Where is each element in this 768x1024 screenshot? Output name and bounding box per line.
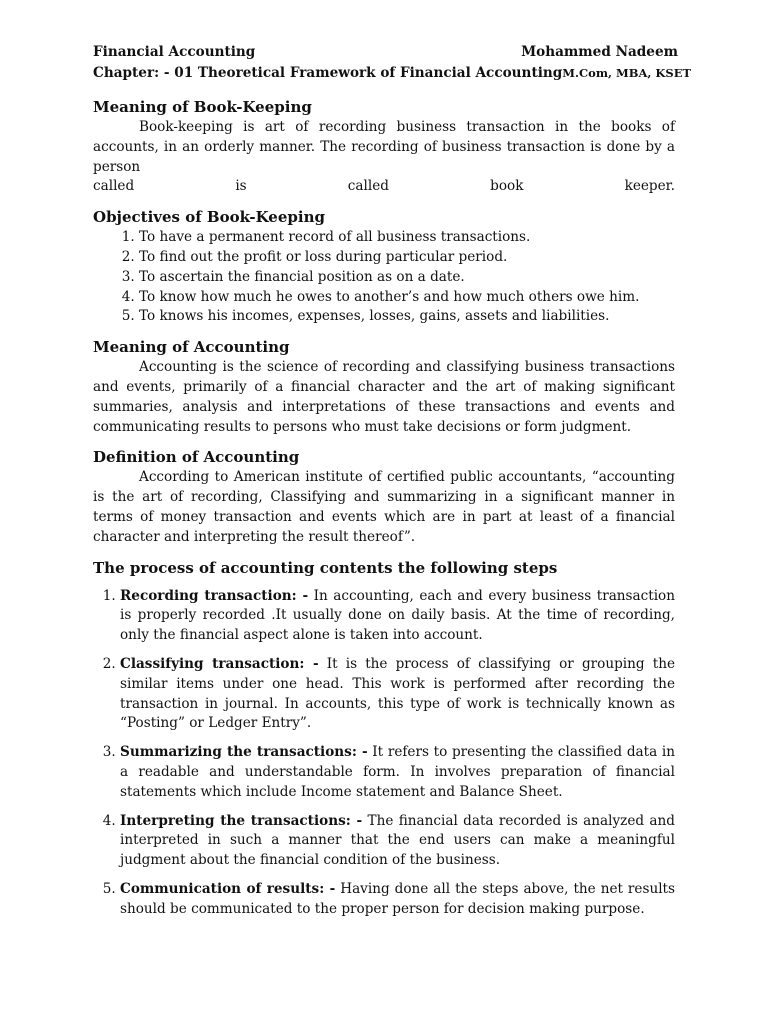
step-text: Having done all the steps above, the net results should be communicated to the proper person for decision making purpose. (120, 880, 675, 917)
list-item (120, 655, 675, 734)
step-text: In accounting, each and every business transaction is properly recorded .It usually done on daily basis. At the time of recording, only the financial aspect alone is taken into account. (120, 587, 675, 644)
list-item (120, 880, 675, 920)
header-row-1 (93, 42, 678, 63)
section-bookkeeping-meaning (93, 97, 675, 197)
step-term: Recording transaction: - (120, 587, 309, 604)
objectives-list (93, 228, 675, 327)
section-paragraph-last-line (93, 177, 675, 197)
section-accounting-process (93, 558, 675, 920)
list-item: 1. To have a permanent record of all business transactions. (139, 228, 675, 248)
section-accounting-definition (93, 447, 675, 547)
paragraph-text: called is called book keeper. (93, 178, 675, 195)
header-author: Mohammed Nadeem (521, 44, 678, 60)
list-item (120, 743, 675, 802)
step-text: It is the process of classifying or grouping the similar items under one head. This work is performed after recording the transaction in journal. In accounts, this type of work is technically known as “Posting” or Ledger Entry”. (120, 655, 676, 732)
list-item (120, 587, 675, 646)
step-term: Summarizing the transactions: - (120, 744, 368, 761)
document-page (93, 42, 692, 929)
section-title: The process of accounting contents the following steps (93, 558, 558, 577)
step-text: It refers to presenting the classified data in a readable and understandable form. In involves preparation of financial statements which include Income statement and Balance Sheet. (120, 744, 675, 800)
section-title: Meaning of Accounting (93, 338, 290, 357)
process-steps-list (93, 587, 675, 920)
section-title: Definition of Accounting (93, 448, 300, 467)
section-paragraph (93, 118, 675, 177)
section-title: Meaning of Book-Keeping (93, 98, 312, 116)
section-accounting-meaning (93, 337, 675, 437)
list-item: 5. To knows his incomes, expenses, losses, gains, assets and liabilities. (139, 307, 675, 327)
step-term: Classifying transaction: - (120, 655, 319, 672)
header-subject: Financial Accounting (93, 44, 256, 60)
section-bookkeeping-objectives (93, 207, 675, 327)
paragraph-text: Book-keeping is art of recording business transaction in the books of accounts, in an orderly manner. The recording of business transaction is done by a person (93, 119, 675, 175)
section-paragraph: According to American institute of certified public accountants, “accounting is the art of recording, Classifying and summarizing in a significant manner in terms of money transaction and events which are in part at least of a financial character and interpreting the result thereof”. (93, 469, 675, 545)
step-text: The financial data recorded is analyzed and interpreted in such a manner that the end users can make a meaningful judgment about the financial condition of the business. (120, 812, 675, 869)
header-row-2 (93, 63, 692, 84)
list-item (120, 812, 675, 871)
header-credentials: M.Com, MBA, KSET (562, 66, 692, 80)
section-paragraph: Accounting is the science of recording and classifying business transactions and events, primarily of a financial character and the art of making significant summaries, analysis and interpretations of these transactions and events and communicating results to persons who must take decisions or form judgment. (93, 359, 675, 435)
list-item: 3. To ascertain the financial position as on a date. (139, 268, 675, 288)
step-term: Interpreting the transactions: - (120, 812, 363, 829)
section-title: Objectives of Book-Keeping (93, 208, 325, 227)
header-chapter: Chapter: - 01 Theoretical Framework of Financial Accounting (93, 65, 563, 81)
step-term: Communication of results: - (120, 880, 336, 897)
list-item: 2. To find out the profit or loss during particular period. (139, 248, 675, 268)
list-item: 4. To know how much he owes to another’s and how much others owe him. (139, 288, 675, 308)
